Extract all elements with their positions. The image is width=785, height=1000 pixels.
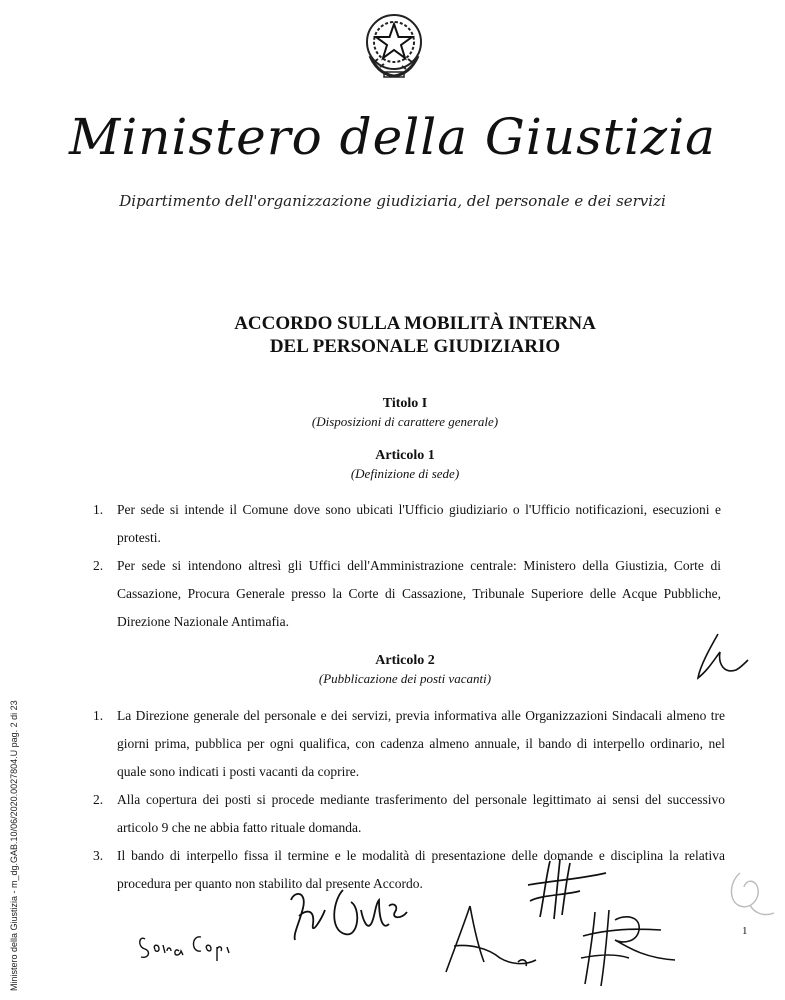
clause-item <box>93 496 721 552</box>
document-title <box>0 312 785 358</box>
articolo-2-clauses <box>93 702 725 898</box>
titolo-subheading: (Disposizioni di carattere generale) <box>311 414 499 429</box>
italian-republic-emblem-icon <box>364 12 424 80</box>
articolo-2-heading: Articolo 2 <box>375 653 435 668</box>
clause-number: 1. <box>93 502 104 517</box>
protocol-stamp: Ministero della Giustizia - m_dg.GAB.10/06/2020.0027804.U pag. 2 di 23 <box>9 700 19 991</box>
signature-second <box>285 880 435 960</box>
clause-number: 3. <box>93 848 104 863</box>
clause-item <box>93 786 725 842</box>
department-name: Dipartimento dell'organizzazione giudiziaria, del personale e dei servizi <box>119 192 666 210</box>
clause-number: 2. <box>93 792 104 807</box>
articolo-1-subheading: (Definizione di sede) <box>350 466 460 481</box>
clause-text: Per sede si intendono altresì gli Uffici dell'Amministrazione centrale: Ministero della Giustizia, Corte di Cassazione, Procura Generale presso la Corte di Cassazione, Tribunale Superiore delle Acque Pubbliche, Direzione Nazionale Antimafia. <box>117 558 721 629</box>
clause-text: Il bando di interpello fissa il termine e le modalità di presentazione delle domande e disciplina la relativa procedura per quanto non stabilito dal presente Accordo. <box>117 848 725 891</box>
clause-text: La Direzione generale del personale e dei servizi, previa informativa alle Organizzazioni Sindacali almeno tre giorni prima, pubblica per ogni qualifica, con cadenza almeno annuale, il bando di interpello ordinario, nel quale sono indicati i posti vacanti da coprire. <box>117 708 725 779</box>
faint-signature <box>720 865 780 925</box>
titolo-heading: Titolo I <box>382 396 428 411</box>
signature-initial <box>690 630 750 685</box>
articolo-1-heading: Articolo 1 <box>375 448 435 463</box>
clause-number: 2. <box>93 558 104 573</box>
clause-text: Alla copertura dei posti si procede mediante trasferimento del personale legittimato ai sensi del successivo articolo 9 che ne abbia fatto rituale domanda. <box>117 792 725 835</box>
clause-item <box>93 552 721 636</box>
page-number: 1 <box>742 925 748 937</box>
clause-item <box>93 702 725 786</box>
document-title-line-2: DEL PERSONALE GIUDIZIARIO <box>269 336 561 357</box>
document-title-line-1: ACCORDO SULLA MOBILITÀ INTERNA <box>234 313 596 334</box>
ministry-name: Ministero della Giustizia <box>69 108 716 166</box>
signature-sonia-capri <box>135 925 245 965</box>
signature-fifth <box>575 900 685 990</box>
articolo-1-clauses <box>93 496 721 636</box>
clause-number: 1. <box>93 708 104 723</box>
articolo-2-subheading: (Pubblicazione dei posti vacanti) <box>318 671 492 686</box>
clause-text: Per sede si intende il Comune dove sono ubicati l'Ufficio giudiziario o l'Ufficio notificazioni, esecuzioni e protesti. <box>117 502 721 545</box>
